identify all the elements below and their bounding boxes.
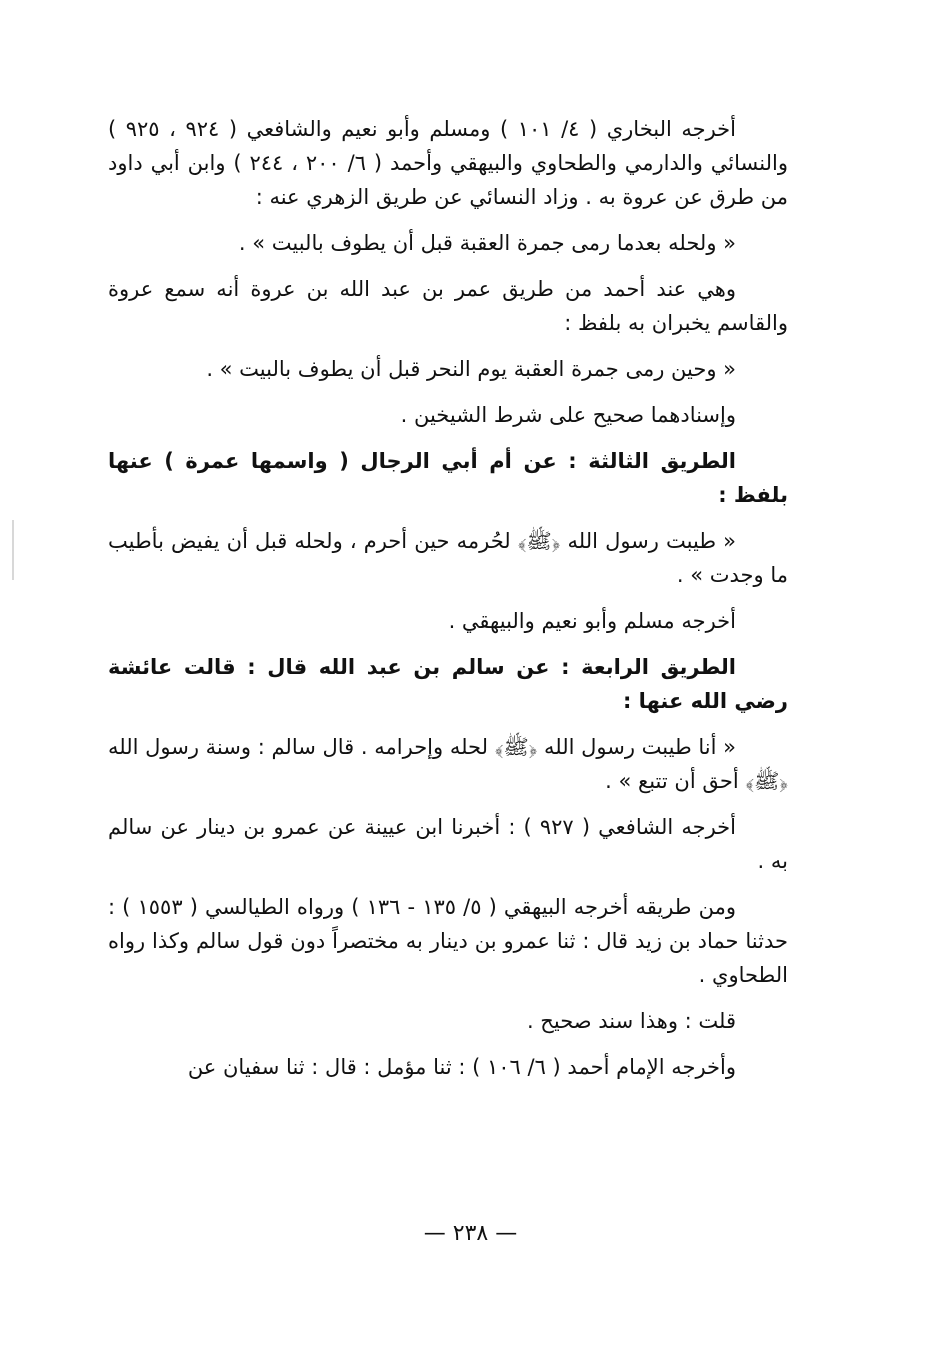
page-number: — ٢٣٨ —	[423, 1221, 518, 1246]
paragraph-bayhaqi: ومن طريقه أخرجه البيهقي ( ٥/ ١٣٥ - ١٣٦ ) ورواه الطيالسي ( ١٥٥٣ ) : حدثنا حماد بن زيد قال : ثنا عمرو بن دينار به مختصراً دون قول سالم وكذا رواه الطحاوي .	[108, 895, 788, 987]
paragraph-shafii: أخرجه الشافعي ( ٩٢٧ ) : أخبرنا ابن عيينة عن عمرو بن دينار عن سالم به .	[108, 815, 788, 873]
quote-4: « أنا طيبت رسول الله ﴿ﷺ﴾ لحله وإحرامه . قال سالم : وسنة رسول الله ﴿ﷺ﴾ أحق أن تتبع » .	[108, 735, 788, 793]
paragraph-isnad-1: وإسنادهما صحيح على شرط الشيخين .	[400, 403, 736, 427]
quote-3: « طيبت رسول الله ﴿ﷺ﴾ لحُرمه حين أحرم ، ولحله قبل أن يفيض بأطيب ما وجدت » .	[108, 529, 788, 587]
heading-third-path: الطريق الثالثة : عن أم أبي الرجال ( واسمها عمرة ) عنها بلفظ :	[108, 449, 788, 507]
paragraph-takhrij-2: أخرجه مسلم وأبو نعيم والبيهقي .	[448, 609, 736, 633]
heading-fourth-path: الطريق الرابعة : عن سالم بن عبد الله قال : قالت عائشة رضي الله عنها :	[108, 655, 788, 713]
scan-edge-mark	[12, 520, 14, 580]
paragraph-ahmad-1: وهي عند أحمد من طريق عمر بن عبد الله بن عروة أنه سمع عروة والقاسم يخبران به بلفظ :	[108, 277, 788, 335]
quote-2: « وحين رمى جمرة العقبة يوم النحر قبل أن يطوف بالبيت » .	[206, 357, 736, 381]
paragraph-takhrij-1: أخرجه البخاري ( ٤/ ١٠١ ) ومسلم وأبو نعيم والشافعي ( ٩٢٤ ، ٩٢٥ ) والنسائي والدارمي والطحاوي والبيهقي وأحمد ( ٦/ ٢٠٠ ، ٢٤٤ ) وابن أبي داود من طرق عن عروة به . وزاد النسائي عن طريق الزهري عنه :	[108, 117, 788, 209]
paragraph-ahmad-2: وأخرجه الإمام أحمد ( ٦/ ١٠٦ ) : ثنا مؤمل : قال : ثنا سفيان عن	[187, 1055, 736, 1079]
quote-1: « ولحله بعدما رمى جمرة العقبة قبل أن يطوف بالبيت » .	[238, 231, 736, 255]
paragraph-qultu: قلت : وهذا سند صحيح .	[526, 1009, 736, 1033]
page-body	[108, 112, 788, 1096]
